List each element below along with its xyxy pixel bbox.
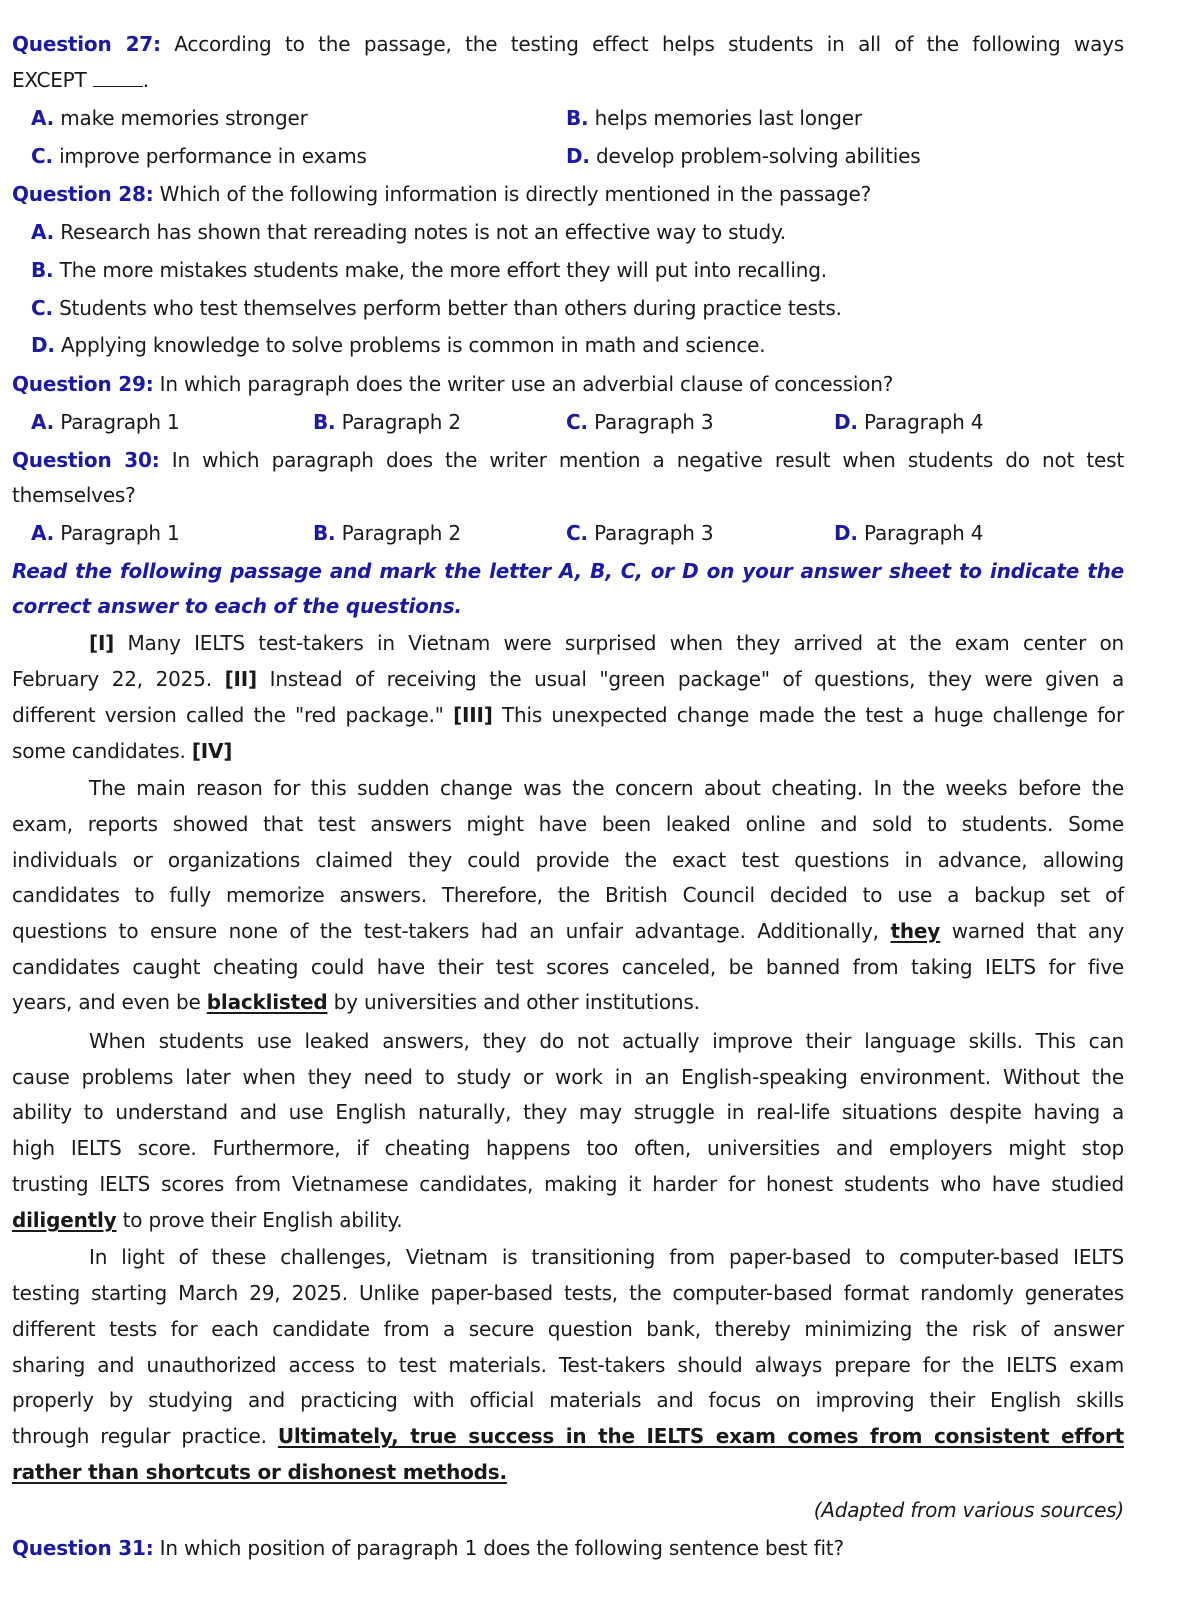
option-letter: C. <box>566 521 588 545</box>
option-text: Paragraph 3 <box>594 521 714 545</box>
option-text: Paragraph 4 <box>863 410 984 434</box>
position-marker-ii: [II] <box>224 667 257 691</box>
question-30-stem <box>12 446 1124 474</box>
option-letter: D. <box>834 521 858 545</box>
question-27-stem <box>12 30 1124 58</box>
question-27-option-d[interactable] <box>566 142 920 170</box>
option-text: Paragraph 2 <box>341 521 461 545</box>
option-text: Research has shown that rereading notes is not an effective way to study. <box>60 220 786 244</box>
option-text: make memories stronger <box>60 106 308 130</box>
question-28-option-b[interactable] <box>31 256 827 284</box>
passage-line: candidates caught cheating could have their test scores canceled, be banned from taking IELTS for five <box>12 955 1124 979</box>
passage-paragraph-1 <box>12 629 1124 657</box>
question-30-option-d[interactable] <box>834 519 983 547</box>
option-letter: A. <box>31 521 55 545</box>
question-29-label: Question 29: <box>12 372 154 396</box>
reading-instruction: Read the following passage and mark the letter A, B, C, or D on your answer sheet to indicate the <box>12 559 1124 583</box>
passage-line: properly by studying and practicing with official materials and focus on improving their English skills <box>12 1388 1124 1412</box>
highlighted-word-diligently: diligently <box>12 1208 117 1232</box>
source-citation: (Adapted from various sources) <box>813 1498 1124 1522</box>
question-30-option-a[interactable] <box>31 519 180 547</box>
passage-text: by universities and other institutions. <box>333 990 700 1014</box>
option-letter: D. <box>31 333 55 357</box>
question-31-text: In which position of paragraph 1 does the following sentence best fit? <box>159 1536 844 1560</box>
passage-text: different version called the "red package." <box>12 703 444 727</box>
question-29-option-c[interactable] <box>566 408 713 436</box>
option-text: helps memories last longer <box>594 106 862 130</box>
question-28-text: Which of the following information is directly mentioned in the passage? <box>159 182 872 206</box>
passage-text: This unexpected change made the test a huge challenge for <box>502 703 1124 727</box>
passage-line <box>12 1458 507 1486</box>
question-30-text-line2: themselves? <box>12 483 136 507</box>
question-27-option-b[interactable] <box>566 104 862 132</box>
option-letter: B. <box>313 521 336 545</box>
question-29-text: In which paragraph does the writer use an adverbial clause of concession? <box>159 372 894 396</box>
question-27-stem-line2 <box>12 66 149 94</box>
passage-paragraph-3 <box>12 1027 1124 1055</box>
question-28-option-a[interactable] <box>31 218 786 246</box>
passage-text: Many IELTS test-takers in Vietnam were surprised when they arrived at the exam center on <box>127 631 1124 655</box>
passage-paragraph-2 <box>12 774 1124 802</box>
position-marker-i: [I] <box>89 631 115 655</box>
question-29-option-d[interactable] <box>834 408 983 436</box>
question-29-option-b[interactable] <box>313 408 461 436</box>
question-28-label: Question 28: <box>12 182 154 206</box>
question-29-option-a[interactable] <box>31 408 180 436</box>
passage-line: testing starting March 29, 2025. Unlike paper-based tests, the computer-based format randomly generates <box>12 1281 1124 1305</box>
reading-instruction-line2: correct answer to each of the questions. <box>12 594 462 618</box>
option-letter: C. <box>31 296 53 320</box>
option-text: Applying knowledge to solve problems is common in math and science. <box>60 333 766 357</box>
passage-text: When students use leaked answers, they do not actually improve their language skills. This can <box>89 1029 1124 1053</box>
option-letter: D. <box>566 144 590 168</box>
passage-text: warned that any <box>951 919 1124 943</box>
option-letter: D. <box>834 410 858 434</box>
question-28-stem <box>12 180 871 208</box>
passage-line: high IELTS score. Furthermore, if cheating happens too often, universities and employers might stop <box>12 1136 1124 1160</box>
question-30-option-c[interactable] <box>566 519 713 547</box>
passage-text: February 22, 2025. <box>12 667 212 691</box>
option-letter: C. <box>566 410 588 434</box>
question-31-stem <box>12 1534 844 1562</box>
passage-paragraph-4 <box>12 1243 1124 1271</box>
option-text: The more mistakes students make, the more effort they will put into recalling. <box>59 258 827 282</box>
highlighted-sentence-end: rather than shortcuts or dishonest methods. <box>12 1460 507 1484</box>
question-29-stem <box>12 370 893 398</box>
passage-line <box>12 701 1124 729</box>
question-30-stem-line2 <box>12 481 136 509</box>
position-marker-iii: [III] <box>453 703 493 727</box>
passage-line <box>12 737 232 765</box>
highlighted-word-blacklisted: blacklisted <box>206 990 328 1014</box>
highlighted-sentence: Ultimately, true success in the IELTS exam comes from consistent effort <box>277 1424 1124 1448</box>
passage-line: trusting IELTS scores from Vietnamese candidates, making it harder for honest students who have studied <box>12 1172 1124 1196</box>
position-marker-iv: [IV] <box>191 739 233 763</box>
passage-line: individuals or organizations claimed they could provide the exact test questions in advance, allowing <box>12 848 1124 872</box>
passage-text: some candidates. <box>12 739 186 763</box>
question-30-text: In which paragraph does the writer mention a negative result when students do not test <box>171 448 1124 472</box>
option-letter: B. <box>31 258 54 282</box>
option-letter: B. <box>566 106 589 130</box>
passage-text: questions to ensure none of the test-takers had an unfair advantage. Additionally, <box>12 919 879 943</box>
passage-line <box>12 1422 1124 1450</box>
passage-line: cause problems later when they need to study or work in an English-speaking environment. Without the <box>12 1065 1124 1089</box>
question-28-option-d[interactable] <box>31 331 765 359</box>
option-text: Paragraph 4 <box>863 521 984 545</box>
question-27-text-line2: EXCEPT <box>12 68 87 92</box>
option-letter: A. <box>31 220 55 244</box>
passage-text: In light of these challenges, Vietnam is transitioning from paper-based to computer-based IELTS <box>89 1245 1124 1269</box>
answer-blank <box>93 68 143 87</box>
option-letter: B. <box>313 410 336 434</box>
option-letter: C. <box>31 144 53 168</box>
question-27-option-a[interactable] <box>31 104 308 132</box>
passage-line <box>12 917 1124 945</box>
question-27-period: . <box>142 68 149 92</box>
passage-text: Instead of receiving the usual "green package" of questions, they were given a <box>269 667 1124 691</box>
question-27-text: According to the passage, the testing effect helps students in all of the following ways <box>174 32 1124 56</box>
highlighted-word-they: they <box>890 919 941 943</box>
question-30-label: Question 30: <box>12 448 160 472</box>
passage-line <box>12 1206 402 1234</box>
passage-line: candidates to fully memorize answers. Therefore, the British Council decided to use a backup set of <box>12 883 1124 907</box>
passage-line: ability to understand and use English naturally, they may struggle in real-life situations despite having a <box>12 1100 1124 1124</box>
question-27-label: Question 27: <box>12 32 161 56</box>
passage-text: through regular practice. <box>12 1424 267 1448</box>
option-text: improve performance in exams <box>59 144 367 168</box>
passage-text: years, and even be <box>12 990 201 1014</box>
option-text: Paragraph 2 <box>341 410 461 434</box>
passage-line: sharing and unauthorized access to test materials. Test-takers should always prepare for the IELTS exam <box>12 1353 1124 1377</box>
option-text: Paragraph 3 <box>594 410 714 434</box>
option-letter: A. <box>31 106 55 130</box>
question-30-option-b[interactable] <box>313 519 461 547</box>
question-27-option-c[interactable] <box>31 142 367 170</box>
passage-line <box>12 665 1124 693</box>
passage-line: exam, reports showed that test answers might have been leaked online and sold to students. Some <box>12 812 1124 836</box>
passage-text: to prove their English ability. <box>122 1208 403 1232</box>
question-31-label: Question 31: <box>12 1536 154 1560</box>
passage-text: The main reason for this sudden change was the concern about cheating. In the weeks before the <box>89 776 1124 800</box>
option-text: Students who test themselves perform better than others during practice tests. <box>59 296 842 320</box>
question-28-option-c[interactable] <box>31 294 842 322</box>
passage-line <box>12 988 700 1016</box>
option-text: Paragraph 1 <box>60 410 180 434</box>
option-text: Paragraph 1 <box>60 521 180 545</box>
option-letter: A. <box>31 410 55 434</box>
passage-line: different tests for each candidate from a secure question bank, thereby minimizing the risk of answer <box>12 1317 1124 1341</box>
option-text: develop problem-solving abilities <box>595 144 921 168</box>
